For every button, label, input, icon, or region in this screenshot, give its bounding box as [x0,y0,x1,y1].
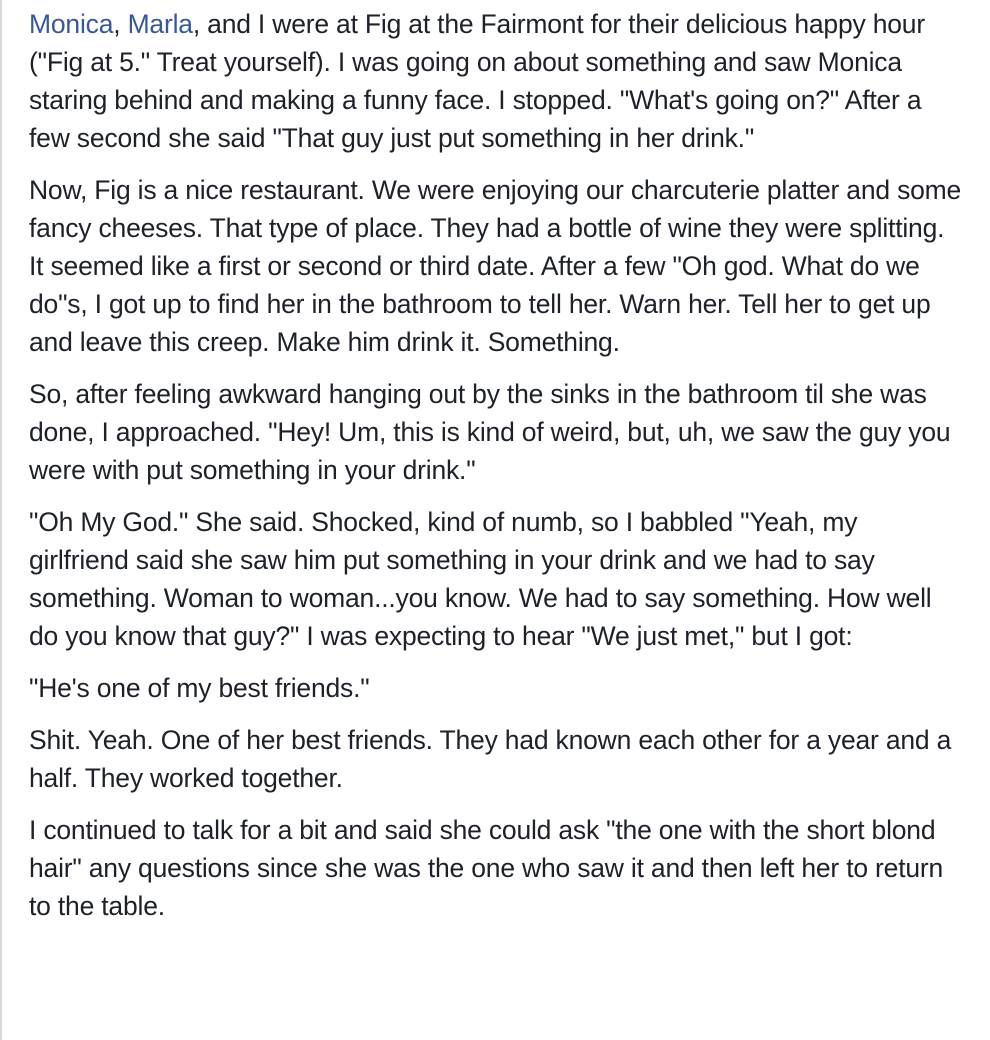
mention-separator: , [113,9,128,39]
post-paragraph-2: Now, Fig is a nice restaurant. We were enjoying our charcuterie platter and some fancy cheeses. That type of place. They had a bottle of wine they were splitting. It seemed like a first or second or third date. After a few "Oh god. What do we do"s, I got up to find her in the bathroom to tell her. Warn her. Tell her to get up and leave this creep. Make him drink it. Something. [29,175,962,357]
mention-link-marla[interactable]: Marla [127,9,193,39]
post-paragraph-1 [29,5,964,157]
post-paragraph-5: "He's one of my best friends." [29,673,370,703]
paragraph-text: , and I were at Fig at the Fairmont for their delicious happy hour ("Fig at 5." Treat yourself). I was going on about something and saw Monica staring behind and making a funny face. I stopped. "What's going on?" After a few second she said "That guy just put something in her drink." [29,9,925,153]
post-paragraph-7: I continued to talk for a bit and said she could ask "the one with the short blond hair" any questions since she was the one who saw it and then left her to return to the table. [29,815,944,921]
post-paragraph-6: Shit. Yeah. One of her best friends. They had known each other for a year and a half. They worked together. [29,725,952,793]
left-edge-border [0,0,2,1040]
post-paragraph-3: So, after feeling awkward hanging out by the sinks in the bathroom til she was done, I approached. "Hey! Um, this is kind of weird, but, uh, we saw the guy you were with put something in your drink." [29,379,951,485]
post-body [29,5,964,925]
mention-link-monica[interactable]: Monica [29,9,114,39]
post-paragraph-4: "Oh My God." She said. Shocked, kind of numb, so I babbled "Yeah, my girlfriend said she saw him put something in your drink and we had to say something. Woman to woman...you know. We had to say something. How well do you know that guy?" I was expecting to hear "We just met," but I got: [29,507,932,651]
